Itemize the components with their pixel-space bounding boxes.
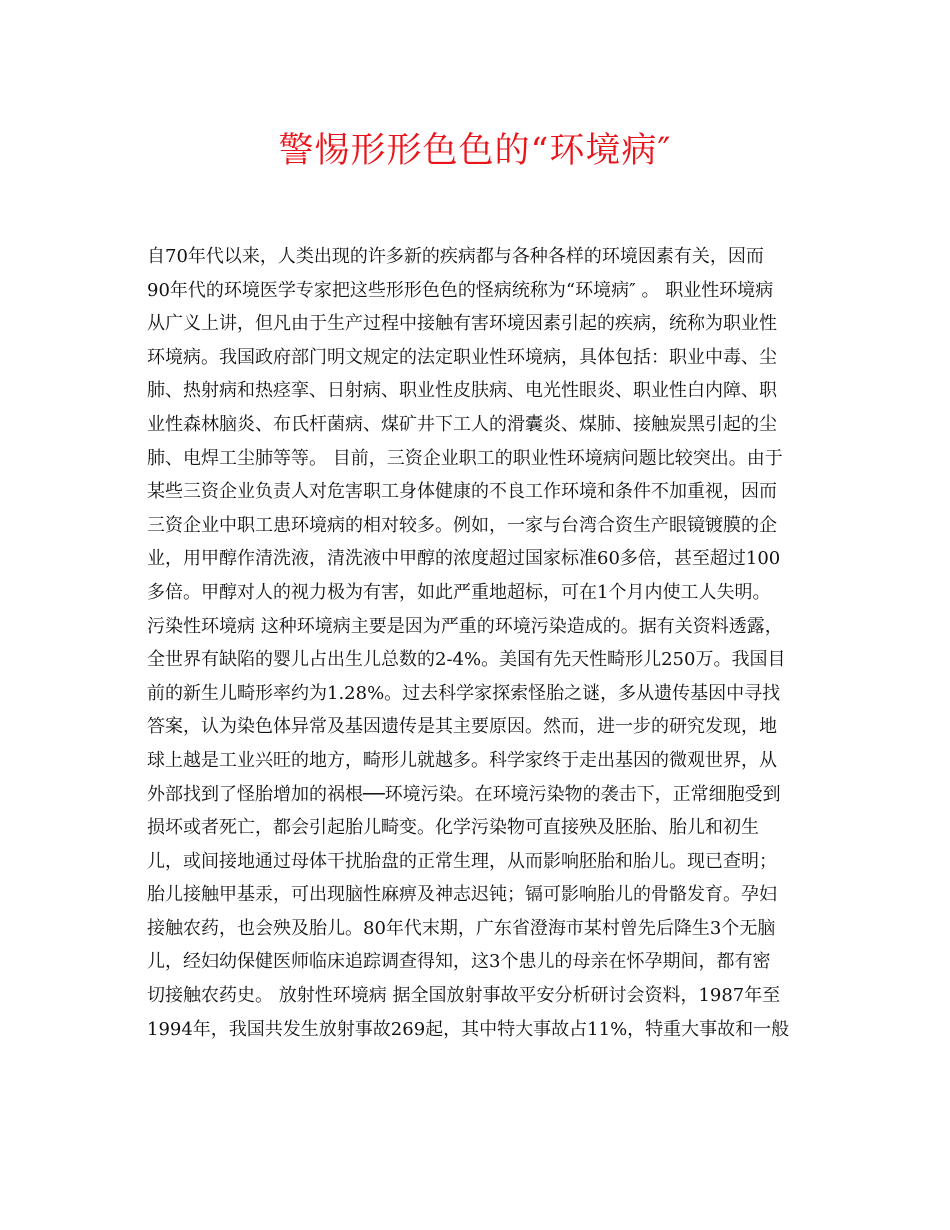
- body-line: 损坏或者死亡，都会引起胎儿畸变。化学污染物可直接殃及胚胎、胎儿和初生: [147, 817, 759, 839]
- body-line: 胎儿接触甲基汞，可出现脑性麻痹及神志迟钝；镉可影响胎儿的骨骼发育。孕妇: [147, 884, 777, 906]
- body-line: 答案，认为染色体异常及基因遗传是其主要原因。然而，进一步的研究发现，地: [147, 716, 777, 738]
- body-line: 从广义上讲，但凡由于生产过程中接触有害环境因素引起的疾病，统称为职业性: [147, 313, 777, 335]
- body-line: 肺、电焊工尘肺等等。 目前，三资企业职工的职业性环境病问题比较突出。由于: [147, 447, 783, 469]
- document-body: [147, 240, 817, 1046]
- body-line: 污染性环境病 这种环境病主要是因为严重的环境污染造成的。据有关资料透露，: [147, 615, 783, 637]
- body-line: 球上越是工业兴旺的地方，畸形儿就越多。科学家终于走出基因的微观世界，从: [147, 749, 777, 771]
- body-line: 某些三资企业负责人对危害职工身体健康的不良工作环境和条件不加重视，因而: [147, 481, 777, 503]
- body-line: 三资企业中职工患环境病的相对较多。例如，一家与台湾合资生产眼镜镀膜的企: [147, 514, 777, 536]
- body-line: 接触农药，也会殃及胎儿。80年代末期，广东省澄海市某村曾先后降生3个无脑: [147, 917, 776, 939]
- body-line: 全世界有缺陷的婴儿占出生儿总数的2-4%。美国有先天性畸形儿250万。我国目: [147, 649, 786, 671]
- body-line: 环境病。我国政府部门明文规定的法定职业性环境病，具体包括：职业中毒、尘: [147, 346, 777, 368]
- body-line: 业，用甲醇作清洗液，清洗液中甲醇的浓度超过国家标准60多倍，甚至超过100: [147, 548, 781, 570]
- body-line: 儿，或间接地通过母体干扰胎盘的正常生理，从而影响胚胎和胎儿。现已查明；: [147, 850, 777, 872]
- body-line: 外部找到了怪胎增加的祸根──环境污染。在环境污染物的袭击下，正常细胞受到: [147, 783, 781, 805]
- body-line: 前的新生儿畸形率约为1.28%。过去科学家探索怪胎之谜，多从遗传基因中寻找: [147, 682, 781, 704]
- body-line: 自70年代以来，人类出现的许多新的疾病都与各种各样的环境因素有关，因而: [147, 246, 764, 267]
- body-line: 儿，经妇幼保健医师临床追踪调查得知，这3个患儿的母亲在怀孕期间，都有密: [147, 951, 771, 973]
- body-line: 业性森林脑炎、布氏杆菌病、煤矿井下工人的滑囊炎、煤肺、接触炭黑引起的尘: [147, 413, 777, 435]
- body-line: 1994年，我国共发生放射事故269起，其中特大事故占11%，特重大事故和一般: [147, 1018, 790, 1040]
- document-title: 警惕形形色色的“环境病″: [278, 131, 672, 171]
- body-line: 多倍。甲醇对人的视力极为有害，如此严重地超标，可在1个月内使工人失明。: [147, 581, 771, 603]
- body-line: 肺、热射病和热痉挛、日射病、职业性皮肤病、电光性眼炎、职业性白内障、职: [147, 380, 777, 402]
- body-line: 90年代的环境医学专家把这些形形色色的怪病统称为“环境病″ 。 职业性环境病: [147, 279, 774, 301]
- body-line: 切接触农药史。 放射性环境病 据全国放射事故平安分析研讨会资料，1987年至: [147, 985, 781, 1007]
